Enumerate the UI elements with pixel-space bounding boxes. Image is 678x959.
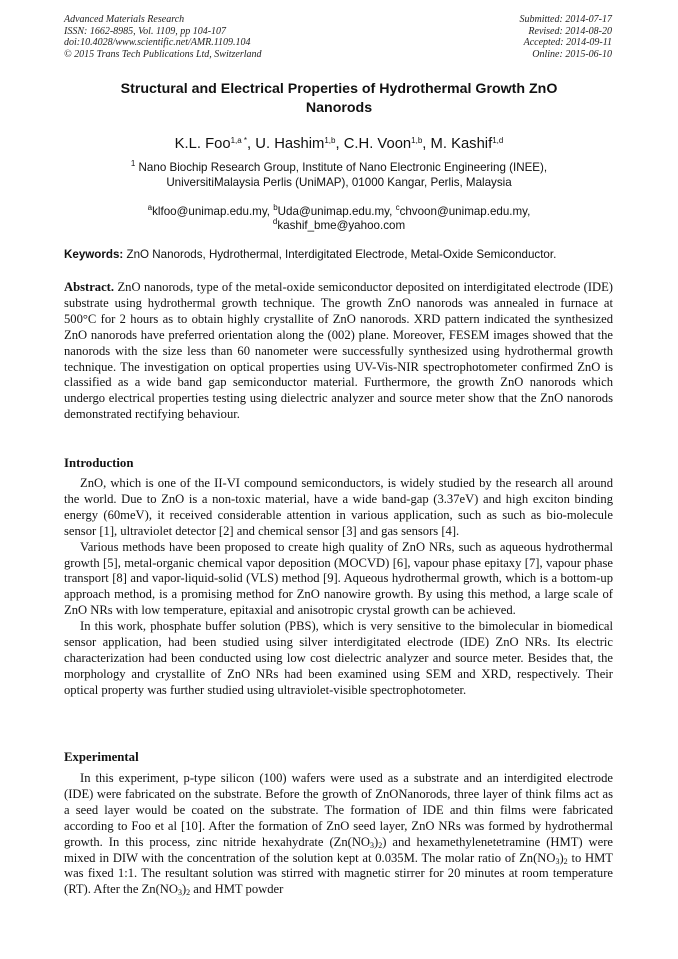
subscript: 2: [186, 888, 191, 898]
submission-dates: [520, 14, 613, 60]
paragraph-text: and HMT powder: [190, 882, 284, 897]
paragraph-text: In this experiment, p-type silicon (100) wafers were used as a substrate and an interdigited electrode (IDE) were fabricated on the substrate. Before the growth of ZnONanorods, three layer of think films act as a seed layer would be coated on the substrate. The formation of IDE and thin films were fabricated according to Foo et al [10]. After the formation of ZnO seed layer, ZnO NRs was formed by hydrothermal growth. In this process, zinc nitride hexahydrate (Zn(NO: [64, 771, 613, 849]
introduction-body: [64, 476, 613, 699]
abstract-label: Abstract.: [64, 280, 115, 294]
journal-doi: doi:10.4028/www.scientific.net/AMR.1109.104: [64, 37, 251, 48]
author-affiliation-mark: 1,b: [324, 136, 336, 145]
author-affiliation-mark: 1,a *: [230, 136, 248, 145]
journal-copyright: © 2015 Trans Tech Publications Ltd, Switzerland: [64, 48, 262, 60]
email-link[interactable]: chvoon@unimap.edu.my,: [399, 205, 531, 218]
keywords: [64, 248, 624, 261]
affiliation-line-1: Nano Biochip Research Group, Institute of Nano Electronic Engineering (INEE),: [138, 161, 548, 174]
abstract-text: ZnO nanorods, type of the metal-oxide semiconductor deposited on interdigitated electrode (IDE) substrate using hydrothermal growth technique. The growth ZnO nanorods was annealed in furnace at 500°C for 2 hours as to obtain highly crystallite of ZnO nanorods. XRD pattern indicated the synthesized ZnO nanorods have preferred orientation along the (002) plane. Moreover, FESEM images showed that the nanorods with the size less than 60 nanometer were successfully synthesized using hydrothermal growth technique. The investigation on optical properties using UV-Vis-NIR spectrophotometer confirmed ZnO is classified as a wide band gap semiconductor material. Furthermore, the growth ZnO nanorods which undergo electrical properties testing using dielectric analyzer and source meter show that the ZnO nanorods demonstrated rectifying behaviour.: [64, 280, 613, 422]
paragraph: Various methods have been proposed to create high quality of ZnO NRs, such as aqueous hydrothermal growth [5], metal-organic chemical vapor deposition (MOCVD) [6], vapour phase epitaxy [7], vapour phase transport [8] and vapor-liquid-solid (VLS) method [9]. Aqueous hydrothermal growth, which is a bottom-up approach method, is a promising method for ZnO nanowire growth. By using this method, a large scale of ZnO NRs with low temperature, epitaxial and anisotropic crystal growth can be achieved.: [64, 539, 613, 618]
author-name: U. Hashim: [255, 136, 325, 152]
email-link[interactable]: Uda@unimap.edu.my,: [277, 205, 396, 218]
paragraph: In this work, phosphate buffer solution (PBS), which is very sensitive to the bimolecular in biomedical sensor application, had been studied using silver interdigitated electrode (IDE) ZnO NRs. Its electric characterization had been conducted using low cost dielectric analyzer and source meter. Besides that, the morphology and crystallite of ZnO NRs had been examined using SEM and XRD, respectively. Their optical property was further studied using ultraviolet-visible spectrophotometer.: [64, 619, 613, 697]
paragraph-text: ) and hexamethylenetetramine (HMT) were mixed in DIW with the concentration of the solution kept at 0.035M. The molar ratio of Zn(NO: [64, 834, 614, 865]
email-mark: a: [147, 203, 153, 212]
affiliation-line-2: UniversitiMalaysia Perlis (UniMAP), 01000 Kangar, Perlis, Malaysia: [166, 176, 512, 189]
abstract: [64, 280, 613, 423]
email-mark: d: [272, 217, 278, 226]
author-separator: ,: [422, 136, 431, 152]
date-online: Online: 2015-06-10: [532, 48, 612, 60]
journal-name: Advanced Materials Research: [64, 14, 185, 25]
paper-title: Structural and Electrical Properties of Hydrothermal Growth ZnO Nanorods: [120, 81, 558, 116]
email-mark: b: [273, 203, 278, 212]
subscript: 3: [177, 888, 182, 898]
date-revised: Revised: 2014-08-20: [528, 25, 612, 37]
email-list: [64, 205, 614, 233]
paragraph-text: to HMT was fixed 1:1. The resultant solution was stirred with magnetic stirrer for 20 minutes at room temperature (RT). After the Zn(NO: [64, 850, 613, 897]
affiliation-mark: 1: [130, 159, 136, 168]
email-link[interactable]: klfoo@unimap.edu.my,: [152, 205, 274, 218]
subscript: 3: [555, 856, 560, 866]
author-affiliation-mark: 1,d: [492, 136, 504, 145]
keywords-text: ZnO Nanorods, Hydrothermal, Interdigitated Electrode, Metal-Oxide Semiconductor.: [123, 248, 557, 261]
experimental-body: [64, 771, 613, 898]
keywords-label: Keywords:: [64, 248, 124, 261]
paragraph-text: ): [374, 834, 379, 849]
paragraph-text: ): [181, 882, 187, 897]
author-name: C.H. Voon: [343, 136, 412, 152]
author-separator: ,: [335, 136, 344, 152]
date-submitted: Submitted: 2014-07-17: [519, 14, 612, 25]
paragraph: ZnO, which is one of the II-VI compound semiconductors, is widely studied by the research all around the world. Due to ZnO is a non-toxic material, have a wide band-gap (3.37eV) and high exciton binding energy (60meV), it received considerable attention in various application, such as such as bio-molecule sensor [1], ultraviolet detector [2] and chemical sensor [3] and gas sensors [4].: [64, 476, 613, 538]
paragraph-text: ): [559, 850, 564, 865]
subscript: 3: [370, 840, 375, 850]
author-name: K.L. Foo: [174, 136, 231, 152]
subscript: 2: [378, 840, 383, 850]
journal-issn: ISSN: 1662-8985, Vol. 1109, pp 104-107: [64, 25, 227, 37]
date-accepted: Accepted: 2014-09-11: [523, 37, 612, 48]
author-list: [64, 136, 614, 152]
affiliation: [64, 160, 614, 190]
journal-info: [64, 14, 262, 60]
email-link[interactable]: kashif_bme@yahoo.com: [277, 219, 406, 232]
section-heading-introduction: Introduction: [64, 456, 134, 470]
email-mark: c: [395, 203, 400, 212]
author-separator: ,: [247, 136, 256, 152]
author-name: M. Kashif: [430, 136, 493, 152]
author-affiliation-mark: 1,b: [411, 136, 423, 145]
subscript: 2: [563, 856, 568, 866]
paragraph: [64, 771, 613, 898]
section-heading-experimental: Experimental: [64, 750, 139, 764]
